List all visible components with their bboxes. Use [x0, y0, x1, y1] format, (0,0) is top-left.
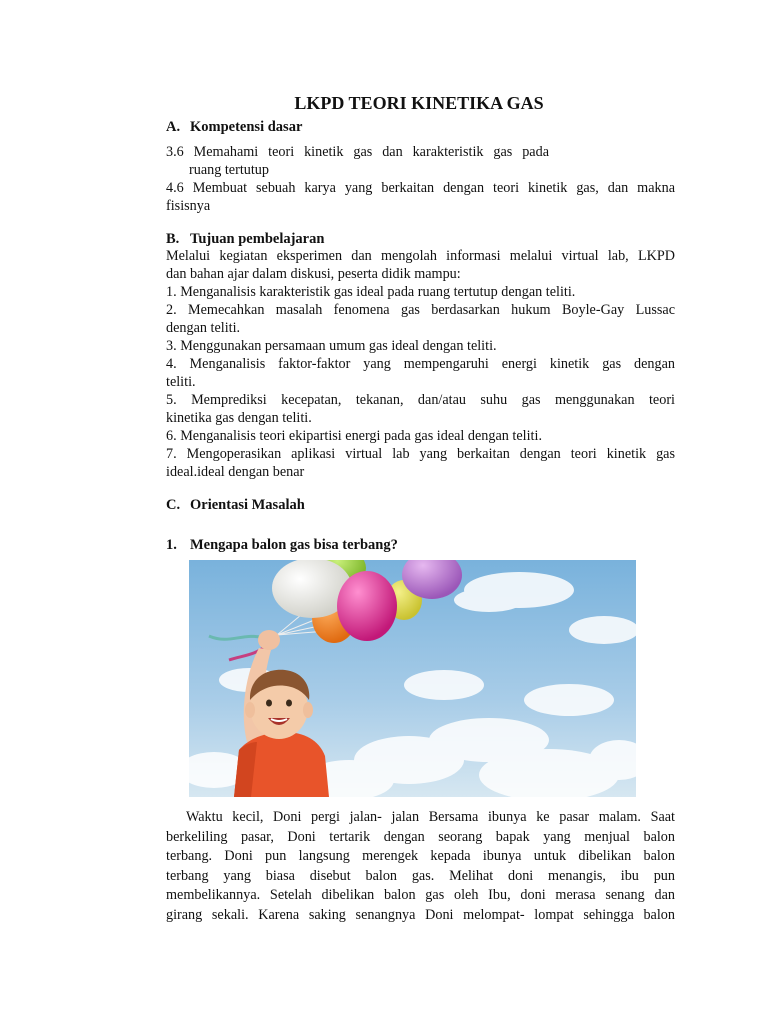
objectives-intro-line-2: dan bahan ajar dalam diskusi, peserta didik mampu: [166, 266, 461, 282]
story-line-4: terbang yang biasa disebut balon gas. Melihat doni menangis, ibu pun [166, 867, 675, 884]
objective-item-7-line-1: 7. Mengoperasikan aplikasi virtual lab yang berkaitan dengan teori kinetik gas [166, 446, 675, 462]
objectives [166, 247, 675, 481]
section-a-title: Kompetensi dasar [190, 119, 303, 135]
section-b-heading [166, 231, 324, 248]
objective-item-4-line-2: teliti. [166, 374, 196, 390]
objective-item-3: 3. Menggunakan persamaan umum gas ideal dengan teliti. [166, 338, 497, 354]
objective-item-5-line-2: kinetika gas dengan teliti. [166, 410, 312, 426]
story-line-6: girang sekali. Karena saking senangnya Doni melompat- lompat sehingga balon [166, 906, 675, 923]
objective-item-2-line-2: dengan teliti. [166, 320, 241, 336]
section-c-title: Orientasi Masalah [190, 497, 305, 513]
story-line-1: Waktu kecil, Doni pergi jalan- jalan Bersama ibunya ke pasar malam. Saat [186, 809, 675, 825]
question-text: Mengapa balon gas bisa terbang? [190, 537, 398, 553]
section-c-heading [166, 497, 305, 514]
objectives-intro-line-1: Melalui kegiatan eksperimen dan mengolah informasi melalui virtual lab, LKPD [166, 248, 675, 264]
objective-item-2-line-1: 2. Memecahkan masalah fenomena gas berdasarkan hukum Boyle-Gay Lussac [166, 302, 675, 318]
kd-2-line-1: 4.6 Membuat sebuah karya yang berkaitan dengan teori kinetik gas, dan makna [166, 180, 675, 196]
objective-item-1: 1. Menganalisis karakteristik gas ideal pada ruang tertutup dengan teliti. [166, 284, 576, 300]
section-b-letter: B. [166, 231, 180, 247]
section-a-letter: A. [166, 119, 181, 135]
objective-item-4-line-1: 4. Menganalisis faktor-faktor yang mempengaruhi energi kinetik gas dengan [166, 356, 675, 372]
question-number: 1. [166, 537, 177, 553]
kd-1-line-2: ruang tertutup [189, 162, 269, 178]
kd-list [166, 143, 675, 215]
story-paragraph [166, 808, 675, 925]
story-line-5: membelikannya. Setelah dibelikan balon gas oleh Ibu, doni merasa senang dan [166, 887, 675, 903]
section-c-letter: C. [166, 497, 181, 513]
story-line-2: berkeliling pasar, Doni tertarik dengan seorang bapak yang menjual balon [166, 828, 675, 845]
objective-item-6: 6. Menganalisis teori ekipartisi energi pada gas ideal dengan teliti. [166, 428, 542, 444]
story-line-3: terbang. Doni pun langsung merengek kepada ibunya untuk dibelikan balon [166, 848, 675, 864]
section-a-heading [166, 119, 302, 136]
question-heading [166, 537, 398, 554]
section-b-title: Tujuan pembelajaran [190, 231, 325, 247]
kd-2-line-2: fisisnya [166, 198, 211, 214]
objective-item-7-line-2: ideal.ideal dengan benar [166, 464, 305, 480]
document-title: LKPD TEORI KINETIKA GAS [294, 93, 544, 113]
balloon-boy-photo [189, 560, 636, 797]
objective-item-5-line-1: 5. Memprediksi kecepatan, tekanan, dan/atau suhu gas menggunakan teori [166, 392, 675, 408]
kd-1-line-1: 3.6 Memahami teori kinetik gas dan karakteristik gas pada [166, 144, 549, 160]
